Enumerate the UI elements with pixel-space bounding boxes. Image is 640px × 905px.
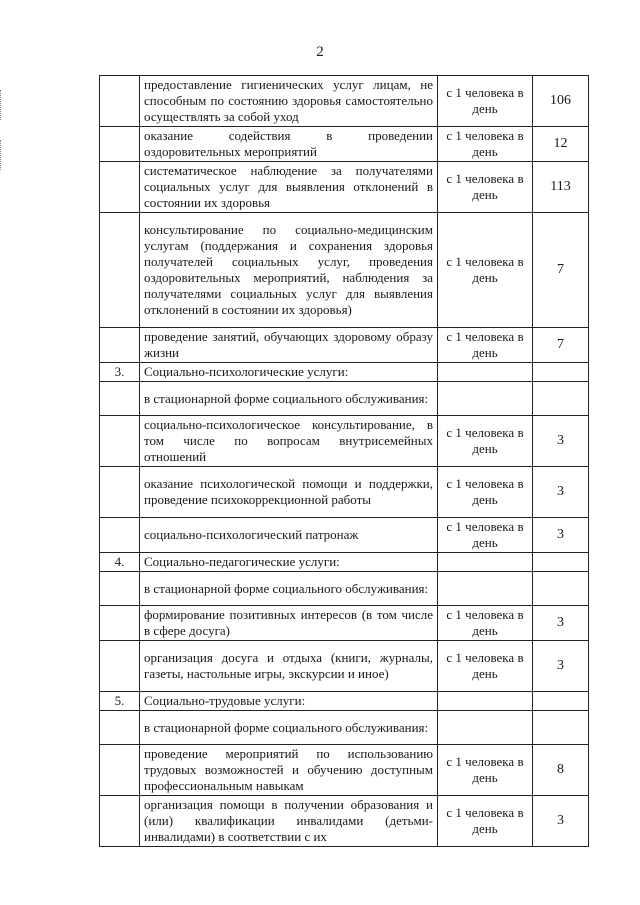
subsection-row — [100, 711, 589, 745]
value-cell: 12 — [533, 127, 589, 162]
row-number-cell — [100, 606, 140, 641]
table-row — [100, 467, 589, 518]
table-row — [100, 606, 589, 641]
row-number-cell — [100, 467, 140, 518]
service-description-cell: систематическое наблюдение за получателями социальных услуг для выявления отклонений в состоянии их здоровья — [140, 162, 438, 213]
service-description-cell: в стационарной форме социального обслуживания: — [140, 711, 438, 745]
row-number-cell — [100, 162, 140, 213]
row-number-cell — [100, 518, 140, 553]
row-number-cell — [100, 572, 140, 606]
frequency-cell: с 1 человека в день — [438, 416, 533, 467]
frequency-cell: с 1 человека в день — [438, 745, 533, 796]
value-cell — [533, 692, 589, 711]
row-number-cell — [100, 213, 140, 328]
row-number-cell — [100, 328, 140, 363]
table-row — [100, 213, 589, 328]
row-number-cell — [100, 416, 140, 467]
row-number-cell — [100, 641, 140, 692]
table-row — [100, 641, 589, 692]
service-description-cell: оказание психологической помощи и поддержки, проведение психокоррекционной работы — [140, 467, 438, 518]
row-number-cell — [100, 745, 140, 796]
frequency-cell — [438, 692, 533, 711]
frequency-cell — [438, 382, 533, 416]
value-cell: 3 — [533, 641, 589, 692]
value-cell: 3 — [533, 606, 589, 641]
service-description-cell: Социально-педагогические услуги: — [140, 553, 438, 572]
frequency-cell: с 1 человека в день — [438, 76, 533, 127]
frequency-cell — [438, 572, 533, 606]
frequency-cell: с 1 человека в день — [438, 606, 533, 641]
table-row — [100, 518, 589, 553]
value-cell — [533, 363, 589, 382]
value-cell — [533, 572, 589, 606]
value-cell — [533, 553, 589, 572]
section-row — [100, 692, 589, 711]
service-description-cell: оказание содействия в проведении оздоровительных мероприятий — [140, 127, 438, 162]
row-number-cell — [100, 382, 140, 416]
subsection-row — [100, 382, 589, 416]
value-cell: 106 — [533, 76, 589, 127]
frequency-cell: с 1 человека в день — [438, 328, 533, 363]
section-row — [100, 553, 589, 572]
service-description-cell: проведение занятий, обучающих здоровому образу жизни — [140, 328, 438, 363]
service-description-cell: организация помощи в получении образования и (или) квалификации инвалидами (детьми-инвалидами) в соответствии с их — [140, 796, 438, 847]
table-row — [100, 745, 589, 796]
frequency-cell: с 1 человека в день — [438, 518, 533, 553]
row-number-cell: 5. — [100, 692, 140, 711]
service-description-cell: Социально-трудовые услуги: — [140, 692, 438, 711]
service-description-cell: организация досуга и отдыха (книги, журналы, газеты, настольные игры, экскурсии и иное) — [140, 641, 438, 692]
subsection-row — [100, 572, 589, 606]
row-number-cell — [100, 711, 140, 745]
value-cell: 8 — [533, 745, 589, 796]
row-number-cell: 4. — [100, 553, 140, 572]
value-cell: 113 — [533, 162, 589, 213]
page-number: 2 — [316, 44, 324, 60]
row-number-cell — [100, 76, 140, 127]
row-number-cell — [100, 127, 140, 162]
frequency-cell: с 1 человека в день — [438, 127, 533, 162]
service-description-cell: Социально-психологические услуги: — [140, 363, 438, 382]
service-description-cell: в стационарной форме социального обслуживания: — [140, 382, 438, 416]
value-cell — [533, 382, 589, 416]
scan-edge-mark — [0, 140, 3, 170]
services-table-body — [100, 76, 589, 847]
service-description-cell: формирование позитивных интересов (в том числе в сфере досуга) — [140, 606, 438, 641]
service-description-cell: в стационарной форме социального обслуживания: — [140, 572, 438, 606]
services-table — [99, 75, 589, 847]
row-number-cell — [100, 796, 140, 847]
table-row — [100, 416, 589, 467]
frequency-cell — [438, 711, 533, 745]
service-description-cell: социально-психологическое консультирование, в том числе по вопросам внутрисемейных отношений — [140, 416, 438, 467]
value-cell: 3 — [533, 416, 589, 467]
row-number-cell: 3. — [100, 363, 140, 382]
frequency-cell: с 1 человека в день — [438, 213, 533, 328]
service-description-cell: предоставление гигиенических услуг лицам, не способным по состоянию здоровья самостоятельно осуществлять за собой уход — [140, 76, 438, 127]
frequency-cell: с 1 человека в день — [438, 467, 533, 518]
table-row — [100, 796, 589, 847]
frequency-cell — [438, 553, 533, 572]
service-description-cell: консультирование по социально-медицинским услугам (поддержания и сохранения здоровья получателей социальных услуг, проведения оздоровительных мероприятий, наблюдения за получателями социальных услуг для выявления отклонений в состоянии их здоровья) — [140, 213, 438, 328]
value-cell: 3 — [533, 796, 589, 847]
frequency-cell: с 1 человека в день — [438, 796, 533, 847]
value-cell — [533, 711, 589, 745]
frequency-cell: с 1 человека в день — [438, 641, 533, 692]
table-row — [100, 328, 589, 363]
service-description-cell: социально-психологический патронаж — [140, 518, 438, 553]
value-cell: 3 — [533, 518, 589, 553]
scan-edge-mark — [0, 90, 3, 120]
table-row — [100, 76, 589, 127]
value-cell: 7 — [533, 213, 589, 328]
value-cell: 3 — [533, 467, 589, 518]
value-cell: 7 — [533, 328, 589, 363]
frequency-cell: с 1 человека в день — [438, 162, 533, 213]
frequency-cell — [438, 363, 533, 382]
service-description-cell: проведение мероприятий по использованию трудовых возможностей и обучению доступным профессиональным навыкам — [140, 745, 438, 796]
section-row — [100, 363, 589, 382]
table-row — [100, 162, 589, 213]
table-row — [100, 127, 589, 162]
